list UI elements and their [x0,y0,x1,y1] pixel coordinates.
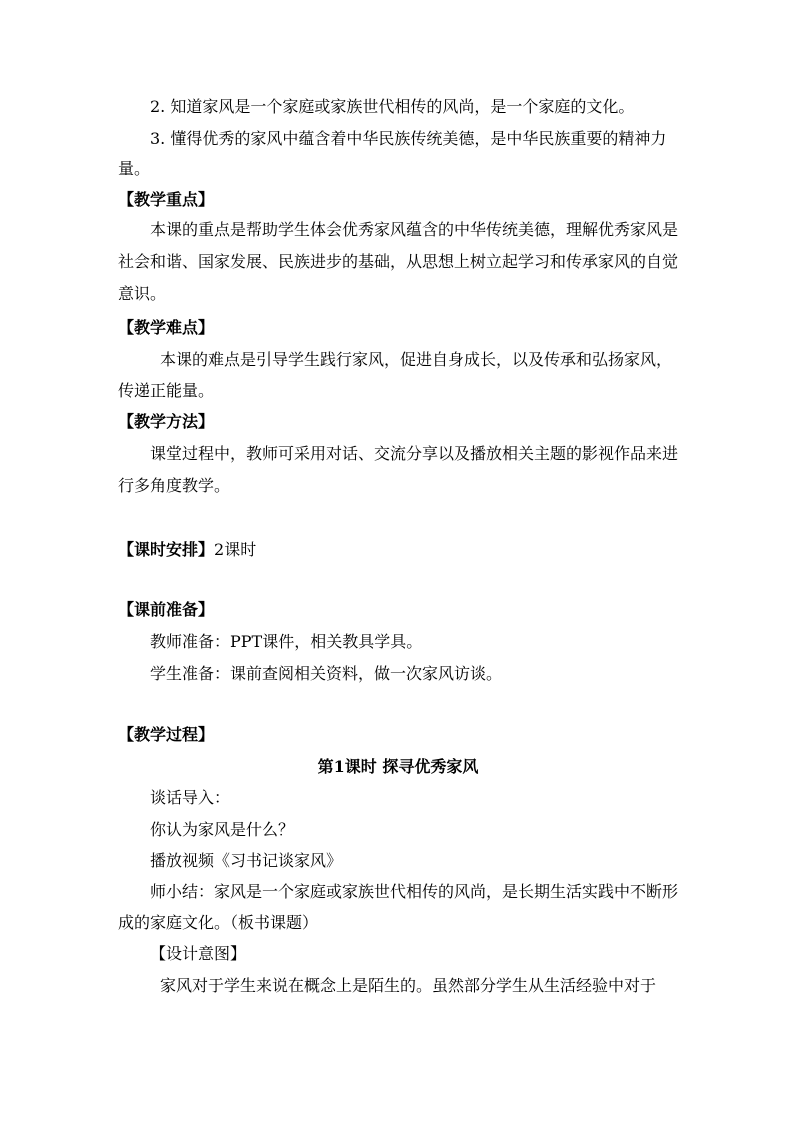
schedule-heading: 【课时安排】 [118,540,215,559]
process-summary-line-1: 师小结：家风是一个家庭或家族世代相传的风尚，是长期生活实践中不断形 [150,882,679,901]
objective-item-3-line-1: 3. 懂得优秀的家风中蕴含着中华民族传统美德，是中华民族重要的精神力 [150,129,667,148]
process-summary-line-2: 成的家庭文化。（板书课题） [118,913,319,932]
process-heading: 【教学过程】 [118,725,215,744]
process-video: 播放视频《习书记谈家风》 [150,851,343,870]
schedule-line [118,539,678,561]
key-points-heading: 【教学重点】 [118,190,215,209]
preparation-teacher: 教师准备：PPT课件，相关教具学具。 [150,632,423,651]
key-points-line-1: 本课的重点是帮助学生体会优秀家风蕴含的中华传统美德，理解优秀家风是 [150,220,679,239]
schedule-value: 2课时 [214,540,257,559]
process-question: 你认为家风是什么？ [150,820,295,839]
difficulties-line-2: 传递正能量。 [118,381,215,400]
design-intent-heading: 【设计意图】 [150,944,247,963]
objective-item-3-line-2: 量。 [118,159,151,178]
methods-line-2: 行多角度教学。 [118,476,231,495]
lesson-title: 第1课时 探寻优秀家风 [317,757,479,776]
process-intro: 谈话导入： [150,788,231,807]
methods-line-1: 课堂过程中，教师可采用对话、交流分享以及播放相关主题的影视作品来进 [150,444,679,463]
design-intent-line-1: 家风对于学生来说在概念上是陌生的。虽然部分学生从生活经验中对于 [160,976,657,995]
key-points-line-3: 意识。 [118,284,167,303]
methods-heading: 【教学方法】 [118,412,215,431]
difficulties-heading: 【教学难点】 [118,318,215,337]
preparation-student: 学生准备：课前查阅相关资料，做一次家风访谈。 [150,664,503,683]
key-points-line-2: 社会和谐、国家发展、民族进步的基础，从思想上树立起学习和传承家风的自觉 [118,252,679,271]
preparation-heading: 【课前准备】 [118,600,215,619]
objective-item-2: 2. 知道家风是一个家庭或家族世代相传的风尚，是一个家庭的文化。 [150,97,635,116]
difficulties-line-1: 本课的难点是引导学生践行家风，促进自身成长，以及传承和弘扬家风， [160,350,673,369]
